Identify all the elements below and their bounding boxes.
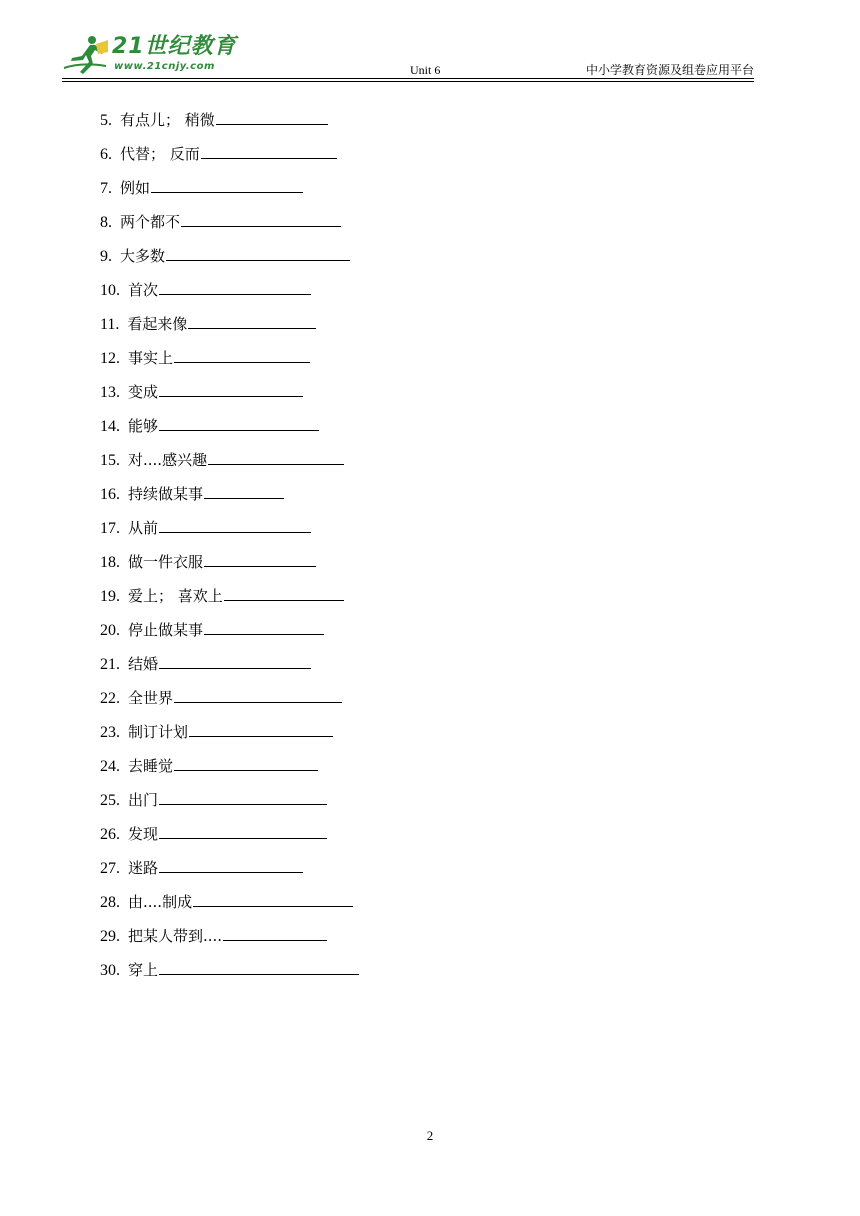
item-number: 26. xyxy=(100,826,120,843)
answer-blank[interactable] xyxy=(159,512,311,533)
list-item xyxy=(100,818,359,852)
item-number: 27. xyxy=(100,860,120,877)
list-item xyxy=(100,852,359,886)
item-prompt: 从前 xyxy=(128,519,159,537)
logo xyxy=(62,34,237,78)
item-prompt: 结婚 xyxy=(128,655,159,673)
list-item xyxy=(100,750,359,784)
item-prompt: 变成 xyxy=(128,383,159,401)
answer-blank[interactable] xyxy=(159,852,303,873)
runner-logo-icon xyxy=(62,34,110,76)
item-prompt: 爱上； 喜欢上 xyxy=(128,587,223,605)
list-item xyxy=(100,648,359,682)
item-number: 21. xyxy=(100,656,120,673)
list-item xyxy=(100,206,359,240)
list-item xyxy=(100,308,359,342)
item-prompt: 看起来像 xyxy=(127,315,188,333)
item-number: 25. xyxy=(100,792,120,809)
answer-blank[interactable] xyxy=(223,920,327,941)
item-prompt: 首次 xyxy=(128,281,159,299)
answer-blank[interactable] xyxy=(159,784,327,805)
answer-blank[interactable] xyxy=(174,682,342,703)
answer-blank[interactable] xyxy=(151,172,303,193)
answer-blank[interactable] xyxy=(208,444,344,465)
item-number: 17. xyxy=(100,520,120,537)
header-divider xyxy=(62,78,754,79)
item-prompt: 出门 xyxy=(128,791,159,809)
answer-blank[interactable] xyxy=(216,104,328,125)
item-number: 11. xyxy=(100,316,120,333)
item-number: 6. xyxy=(100,146,112,163)
item-number: 30. xyxy=(100,962,120,979)
answer-blank[interactable] xyxy=(189,716,333,737)
logo-url: www.21cnjy.com xyxy=(114,61,215,72)
page-number: 2 xyxy=(426,1128,434,1143)
item-number: 8. xyxy=(100,214,112,231)
answer-blank[interactable] xyxy=(204,478,284,499)
list-item xyxy=(100,546,359,580)
item-number: 10. xyxy=(100,282,120,299)
item-prompt: 大多数 xyxy=(120,247,166,265)
item-prompt: 把某人带到.... xyxy=(128,927,223,945)
list-item xyxy=(100,784,359,818)
item-prompt: 由....制成 xyxy=(128,893,193,911)
answer-blank[interactable] xyxy=(201,138,337,159)
list-item xyxy=(100,138,359,172)
item-prompt: 穿上 xyxy=(128,961,159,979)
list-item xyxy=(100,614,359,648)
list-item xyxy=(100,920,359,954)
answer-blank[interactable] xyxy=(193,886,353,907)
item-number: 22. xyxy=(100,690,120,707)
list-item xyxy=(100,886,359,920)
list-item xyxy=(100,376,359,410)
item-number: 24. xyxy=(100,758,120,775)
item-number: 28. xyxy=(100,894,120,911)
item-prompt: 有点儿； 稍微 xyxy=(120,111,215,129)
answer-blank[interactable] xyxy=(188,308,316,329)
list-item xyxy=(100,274,359,308)
header-platform-name: 中小学教育资源及组卷应用平台 xyxy=(585,63,754,77)
answer-blank[interactable] xyxy=(174,342,310,363)
item-prompt: 代替； 反而 xyxy=(120,145,200,163)
list-item xyxy=(100,716,359,750)
item-prompt: 持续做某事 xyxy=(128,485,204,503)
vocabulary-list xyxy=(100,104,359,988)
page-header xyxy=(62,34,754,82)
list-item xyxy=(100,512,359,546)
item-prompt: 能够 xyxy=(128,417,159,435)
list-item xyxy=(100,172,359,206)
item-prompt: 停止做某事 xyxy=(128,621,204,639)
item-number: 20. xyxy=(100,622,120,639)
answer-blank[interactable] xyxy=(159,376,303,397)
answer-blank[interactable] xyxy=(224,580,344,601)
item-number: 23. xyxy=(100,724,120,741)
list-item xyxy=(100,682,359,716)
header-divider-secondary xyxy=(62,81,754,82)
item-number: 14. xyxy=(100,418,120,435)
item-number: 29. xyxy=(100,928,120,945)
item-prompt: 对....感兴趣 xyxy=(128,451,208,469)
item-prompt: 两个都不 xyxy=(120,213,181,231)
item-number: 5. xyxy=(100,112,112,129)
answer-blank[interactable] xyxy=(159,648,311,669)
item-prompt: 全世界 xyxy=(128,689,174,707)
item-number: 15. xyxy=(100,452,120,469)
answer-blank[interactable] xyxy=(159,274,311,295)
item-number: 12. xyxy=(100,350,120,367)
item-prompt: 去睡觉 xyxy=(128,757,174,775)
answer-blank[interactable] xyxy=(166,240,350,261)
list-item xyxy=(100,342,359,376)
item-prompt: 事实上 xyxy=(128,349,174,367)
list-item xyxy=(100,410,359,444)
list-item xyxy=(100,580,359,614)
answer-blank[interactable] xyxy=(204,614,324,635)
list-item xyxy=(100,954,359,988)
item-prompt: 发现 xyxy=(128,825,159,843)
answer-blank[interactable] xyxy=(159,818,327,839)
item-prompt: 例如 xyxy=(120,179,151,197)
answer-blank[interactable] xyxy=(181,206,341,227)
answer-blank[interactable] xyxy=(159,410,319,431)
item-prompt: 制订计划 xyxy=(128,723,189,741)
answer-blank[interactable] xyxy=(204,546,316,567)
item-number: 13. xyxy=(100,384,120,401)
answer-blank[interactable] xyxy=(159,954,359,975)
list-item xyxy=(100,444,359,478)
list-item xyxy=(100,478,359,512)
item-number: 18. xyxy=(100,554,120,571)
item-prompt: 迷路 xyxy=(128,859,159,877)
list-item xyxy=(100,104,359,138)
logo-wordmark: 21世纪教育 xyxy=(112,34,237,59)
item-number: 7. xyxy=(100,180,112,197)
item-number: 9. xyxy=(100,248,112,265)
list-item xyxy=(100,240,359,274)
answer-blank[interactable] xyxy=(174,750,318,771)
item-prompt: 做一件衣服 xyxy=(128,553,204,571)
item-number: 19. xyxy=(100,588,120,605)
header-unit: Unit 6 xyxy=(410,63,441,77)
item-number: 16. xyxy=(100,486,120,503)
